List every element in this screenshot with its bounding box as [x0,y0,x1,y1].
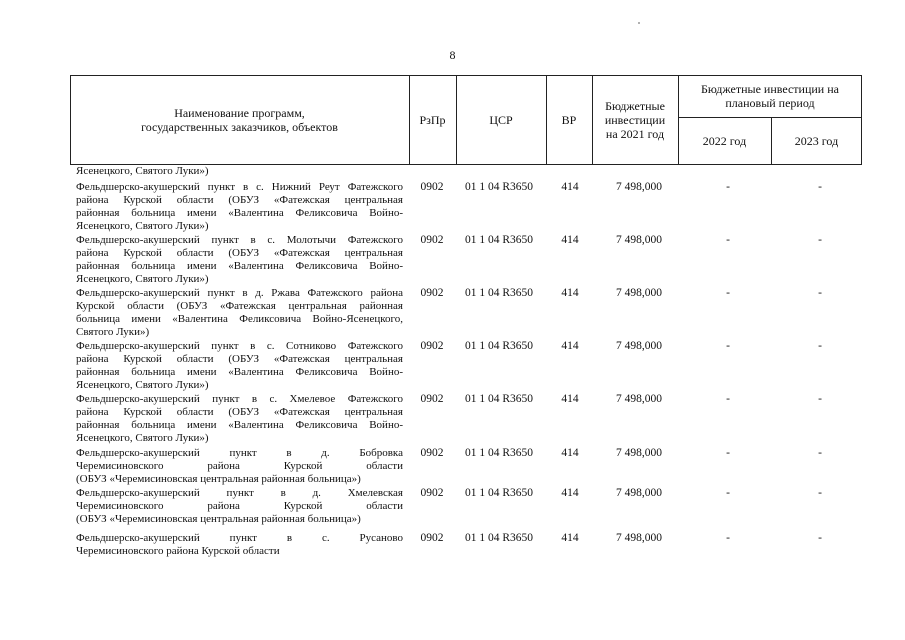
investment-2023-cell: - [818,181,822,193]
investment-2021-cell: 7 498,000 [616,532,662,544]
object-name-line: Курской области (ОБУЗ «Фатежская центральная районная [76,300,403,312]
object-name-line: Ясенецкого, Святого Луки») [76,220,209,232]
investment-2021-cell: 7 498,000 [616,447,662,459]
object-name-line: районная больница имени «Валентина Феликсовича Войно- [76,260,403,272]
object-name [76,393,403,445]
vr-cell: 414 [561,340,579,352]
header-name-line: государственных заказчиков, объектов [141,120,338,134]
object-name-line: районная больница имени «Валентина Феликсовича Войно- [76,419,403,431]
investment-2022-cell: - [726,393,730,405]
object-name-line: Ясенецкого, Святого Луки») [76,379,209,391]
object-name-line: районная больница имени «Валентина Феликсовича Войно- [76,207,403,219]
rzpr-cell: 0902 [420,447,444,459]
continued-text: Ясенецкого, Святого Луки») [76,165,209,177]
header-2023: 2023 год [794,134,839,148]
object-name-line: района Курской области (ОБУЗ «Фатежская центральная [76,353,403,365]
vr-cell: 414 [561,181,579,193]
csr-cell: 01 1 04 R3650 [464,234,534,246]
object-name-line: Фельдшерско-акушерский пункт в с. Сотниково Фатежского [76,340,403,352]
rzpr-cell: 0902 [420,181,444,193]
header-inv-line: Бюджетные [605,99,665,113]
investment-2023-cell: - [818,532,822,544]
investment-2022-cell: - [726,447,730,459]
object-name-line: Черемисиновского района Курской области [76,460,403,472]
investment-2023-cell: - [818,234,822,246]
csr-cell: 01 1 04 R3650 [464,181,534,193]
header-rzpr: РзПр [419,113,446,127]
investment-2021-cell: 7 498,000 [616,181,662,193]
object-name-line: Фельдшерско-акушерский пункт в д. Хмелевская [76,487,403,499]
investment-2022-cell: - [726,487,730,499]
object-name-line: Фельдшерско-акушерский пункт в с. Молотычи Фатежского [76,234,403,246]
vr-cell: 414 [561,393,579,405]
rzpr-cell: 0902 [420,393,444,405]
investment-2021-cell: 7 498,000 [616,234,662,246]
scan-dot [638,22,640,24]
object-name-line: района Курской области (ОБУЗ «Фатежская центральная [76,247,403,259]
investment-2022-cell: - [726,287,730,299]
header-name [70,95,409,145]
object-name [76,340,403,392]
page-number: 8 [449,48,456,62]
object-name-line: Ясенецкого, Святого Луки») [76,273,209,285]
header-vr: ВР [561,113,577,127]
investment-2023-cell: - [818,487,822,499]
object-name-line: района Курской области (ОБУЗ «Фатежская центральная [76,194,403,206]
table-header [70,75,862,165]
csr-cell: 01 1 04 R3650 [464,487,534,499]
investment-2023-cell: - [818,447,822,459]
object-name-line: Фельдшерско-акушерский пункт в с. Нижний Реут Фатежского [76,181,403,193]
rzpr-cell: 0902 [420,340,444,352]
header-inv-line: инвестиции [604,113,666,127]
header-planned-line: плановый период [725,96,815,110]
investment-2022-cell: - [726,234,730,246]
object-name-line: Черемисиновского района Курской области [76,500,403,512]
investment-2021-cell: 7 498,000 [616,340,662,352]
object-name-line: (ОБУЗ «Черемисиновская центральная районная больница») [76,473,361,485]
vr-cell: 414 [561,532,579,544]
investment-2021-cell: 7 498,000 [616,287,662,299]
investment-2021-cell: 7 498,000 [616,487,662,499]
object-name-line: Фельдшерско-акушерский пункт в с. Хмелевое Фатежского [76,393,403,405]
csr-cell: 01 1 04 R3650 [464,340,534,352]
vr-cell: 414 [561,447,579,459]
object-name-line: Ясенецкого, Святого Луки») [76,432,209,444]
object-name [76,181,403,233]
vr-cell: 414 [561,234,579,246]
object-name-line: района Курской области (ОБУЗ «Фатежская центральная [76,406,403,418]
csr-cell: 01 1 04 R3650 [464,393,534,405]
rzpr-cell: 0902 [420,234,444,246]
object-name-line: Святого Луки») [76,326,150,338]
investment-2023-cell: - [818,287,822,299]
vr-cell: 414 [561,487,579,499]
header-planned [678,75,862,117]
header-csr: ЦСР [489,113,513,127]
object-name-line: Фельдшерско-акушерский пункт в д. Ржава Фатежского района [76,287,403,299]
object-name [76,234,403,286]
csr-cell: 01 1 04 R3650 [464,287,534,299]
object-name-line: районная больница имени «Валентина Феликсовича Войно- [76,366,403,378]
investment-2022-cell: - [726,181,730,193]
object-name [76,287,403,339]
object-name-line: Фельдшерско-акушерский пункт в с. Русаново [76,532,403,544]
object-name-line: Черемисиновского района Курской области [76,545,280,557]
header-inv-2021 [592,75,678,165]
header-name-line: Наименование программ, [174,106,305,120]
object-name [76,532,403,558]
vr-cell: 414 [561,287,579,299]
csr-cell: 01 1 04 R3650 [464,532,534,544]
object-name [76,487,403,526]
object-name [76,447,403,486]
object-name-line: Фельдшерско-акушерский пункт в д. Бобровка [76,447,403,459]
investment-2022-cell: - [726,340,730,352]
investment-2023-cell: - [818,340,822,352]
investment-2023-cell: - [818,393,822,405]
csr-cell: 01 1 04 R3650 [464,447,534,459]
investment-2022-cell: - [726,532,730,544]
rzpr-cell: 0902 [420,532,444,544]
header-inv-line: на 2021 год [605,127,665,141]
object-name-line: больница имени «Валентина Феликсовича Войно-Ясенецкого, [76,313,403,325]
rzpr-cell: 0902 [420,287,444,299]
object-name-line: (ОБУЗ «Черемисиновская центральная районная больница») [76,513,361,525]
header-2022: 2022 год [702,134,747,148]
header-planned-line: Бюджетные инвестиции на [701,82,839,96]
investment-2021-cell: 7 498,000 [616,393,662,405]
rzpr-cell: 0902 [420,487,444,499]
